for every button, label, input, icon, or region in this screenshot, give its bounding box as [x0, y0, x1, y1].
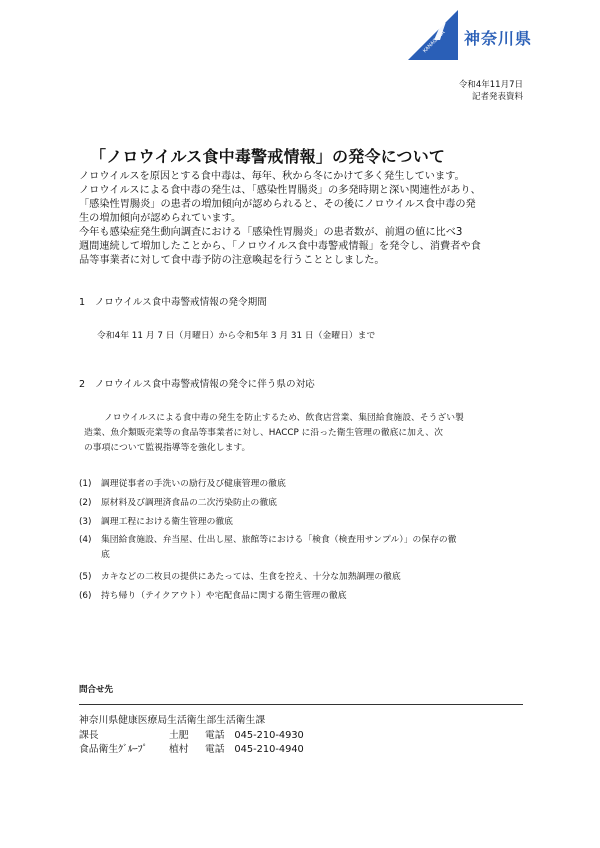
list-text: 持ち帰り（テイクアウト）や宅配食品に関する衛生管理の徹底: [101, 591, 347, 601]
list-number: (2): [79, 498, 92, 508]
lead-line: 生の増加傾向が認められています。: [79, 213, 242, 224]
logo-subtext: KANAGAWA: [422, 29, 447, 55]
contact-role: 食品衛生ｸﾞﾙｰﾌﾟ: [79, 744, 148, 755]
lead-line: 品等事業者に対して食中毒予防の注意喚起を行うこととしました。: [79, 255, 385, 266]
contact-phone: 電話 045-210-4940: [205, 744, 304, 755]
lead-line: ノロウイルスによる食中毒の発生は、「感染性胃腸炎」の多発時期と深い関連性があり、: [79, 185, 481, 196]
list-number: (4): [79, 535, 92, 545]
list-item: [79, 495, 277, 508]
section-body-line: 造業、魚介類販売業等の食品等事業者に対し、HACCP に沿った衛生管理の徹底に加え、次: [84, 428, 443, 438]
logo-name: 神奈川県: [464, 29, 533, 48]
contact-name: 土肥: [169, 730, 189, 741]
lead-line: ノロウイルスを原因とする食中毒は、毎年、秋から冬にかけて多く発生しています。: [79, 171, 465, 182]
release-date: 令和4年11月7日: [458, 80, 523, 90]
list-text: 調理工程における衛生管理の徹底: [101, 517, 233, 527]
lead-line: 今年も感染症発生動向調査における「感染性胃腸炎」の患者数が、前週の値に比べ3: [79, 227, 463, 238]
list-text: 原材料及び調理済食品の二次汚染防止の徹底: [101, 498, 277, 508]
list-item: [79, 532, 456, 545]
document-type: 記者発表資料: [471, 92, 523, 102]
list-item: [79, 514, 233, 527]
list-text: 調理従事者の手洗いの励行及び健康管理の徹底: [101, 479, 286, 489]
contact-heading: 問合せ先: [79, 685, 114, 695]
section-heading: 2 ノロウイルス食中毒警戒情報の発令に伴う県の対応: [79, 379, 315, 390]
list-item: [79, 588, 347, 601]
list-item: [79, 476, 286, 489]
contact-row: [79, 741, 304, 755]
list-item-continued: 底: [101, 550, 110, 560]
section-heading: 1 ノロウイルス食中毒警戒情報の発令期間: [79, 297, 267, 308]
list-number: (1): [79, 479, 92, 489]
section-body-line: の事項について監視指導等を強化します。: [84, 443, 251, 453]
list-text: 集団給食施設、弁当屋、仕出し屋、旅館等における「検食（検査用サンプル）」の保存の徹: [101, 535, 457, 545]
list-number: (6): [79, 591, 92, 601]
contact-phone: 電話 045-210-4930: [205, 730, 304, 741]
list-text: カキなどの二枚貝の提供にあたっては、生食を控え、十分な加熱調理の徹底: [101, 572, 401, 582]
contact-row: [79, 727, 304, 741]
contact-department: 神奈川県健康医療局生活衛生部生活衛生課: [79, 715, 266, 726]
section-body-line: ノロウイルスによる食中毒の発生を防止するため、飲食店営業、集団給食施設、そうざい製: [104, 413, 464, 423]
list-item: [79, 569, 401, 582]
list-number: (3): [79, 517, 92, 527]
lead-line: 「感染性胃腸炎」の患者の増加傾向が認められると、その後にノロウイルス食中毒の発: [79, 199, 476, 210]
list-number: (5): [79, 572, 92, 582]
contact-name: 植村: [169, 744, 189, 755]
page-title: 「ノロウイルス食中毒警戒情報」の発令について: [90, 147, 446, 166]
lead-line: 週間連続して増加したことから、「ノロウイルス食中毒警戒情報」を発令し、消費者や食: [79, 241, 481, 252]
prefecture-logo: [408, 10, 533, 60]
contact-role: 課長: [79, 730, 99, 741]
logo-emblem-icon: [408, 10, 458, 60]
divider: [79, 704, 523, 705]
alert-period: 令和4年 11 月 7 日（月曜日）から令和5年 3 月 31 日（金曜日）まで: [97, 331, 376, 341]
